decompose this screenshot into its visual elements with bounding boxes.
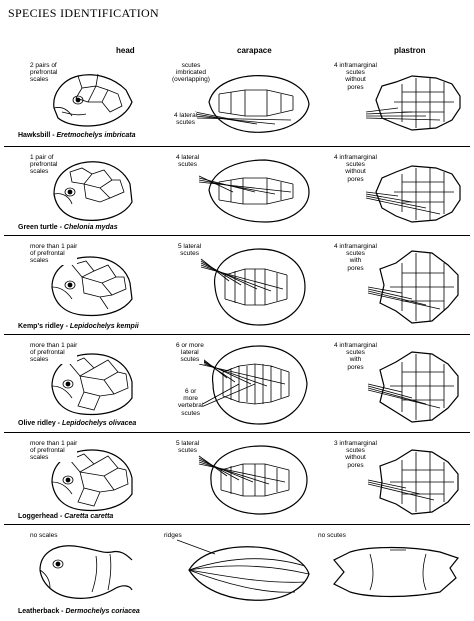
olive-ridley-scientific-name: Lepidochelys olivacea <box>61 420 137 427</box>
row-divider <box>4 524 470 525</box>
species-row-hawksbill <box>0 56 474 146</box>
green-turtle-plastron-drawing <box>372 162 464 224</box>
kemps-ridley-carapace-drawing <box>205 245 311 329</box>
column-header-plastron: plastron <box>394 46 426 55</box>
olive-ridley-carapace-caption-vertebral: 6 or more vertebral scutes <box>178 388 204 417</box>
olive-ridley-head-caption: more than 1 pair of prefrontal scales <box>30 342 78 364</box>
olive-ridley-common-name: Olive ridley - <box>18 420 62 427</box>
hawksbill-head-caption: 2 pairs of prefrontal scales <box>30 62 58 84</box>
species-row-leatherback <box>0 526 474 620</box>
green-turtle-species-label <box>18 224 118 231</box>
olive-ridley-carapace-drawing <box>205 342 311 428</box>
leatherback-carapace-caption: ridges <box>164 532 182 539</box>
green-turtle-head-drawing <box>48 158 134 224</box>
hawksbill-common-name: Hawksbill - <box>18 132 57 139</box>
leatherback-plastron-caption: no scutes <box>318 532 346 539</box>
column-header-head: head <box>116 46 135 55</box>
green-turtle-carapace-drawing <box>205 158 311 224</box>
leatherback-plastron-drawing <box>330 544 464 600</box>
loggerhead-carapace-caption: 5 lateral scutes <box>176 440 200 455</box>
hawksbill-carapace-caption: scutes imbricated (overlapping) <box>172 62 210 84</box>
species-row-kemps-ridley <box>0 237 474 333</box>
leatherback-head-caption: no scales <box>30 532 58 539</box>
kemps-ridley-carapace-caption: 5 lateral scutes <box>178 243 202 258</box>
hawksbill-carapace-caption-lateral: 4 lateral scutes <box>174 112 198 127</box>
loggerhead-species-label <box>18 513 113 520</box>
kemps-ridley-plastron-caption: 4 inframarginal scutes with pores <box>334 243 377 272</box>
row-divider <box>4 334 470 335</box>
olive-ridley-carapace-caption: 6 or more lateral scutes <box>176 342 204 364</box>
olive-ridley-plastron-caption: 4 inframarginal scutes with pores <box>334 342 377 371</box>
kemps-ridley-plastron-drawing <box>372 245 464 329</box>
green-turtle-scientific-name: Chelonia mydas <box>63 224 118 231</box>
leatherback-head-drawing <box>36 540 134 602</box>
green-turtle-plastron-caption: 4 inframarginal scutes without pores <box>334 154 377 183</box>
loggerhead-plastron-drawing <box>372 446 464 518</box>
kemps-ridley-scientific-name: Lepidochelys kempii <box>69 323 139 330</box>
column-header-carapace: carapace <box>237 46 272 55</box>
page-title: SPECIES IDENTIFICATION <box>8 6 159 20</box>
species-row-olive-ridley <box>0 336 474 431</box>
hawksbill-plastron-caption: 4 inframarginal scutes without pores <box>334 62 377 91</box>
green-turtle-carapace-caption: 4 lateral scutes <box>176 154 200 169</box>
green-turtle-head-caption: 1 pair of prefrontal scales <box>30 154 58 176</box>
kemps-ridley-common-name: Kemp's ridley - <box>18 323 70 330</box>
loggerhead-carapace-drawing <box>205 442 311 518</box>
kemps-ridley-head-caption: more than 1 pair of prefrontal scales <box>30 243 78 265</box>
hawksbill-scientific-name: Eretmochelys imbricata <box>56 132 136 139</box>
row-divider <box>4 146 470 147</box>
green-turtle-common-name: Green turtle - <box>18 224 64 231</box>
leatherback-scientific-name: Dermochelys coriacea <box>65 608 140 615</box>
leatherback-common-name: Leatherback - <box>18 608 66 615</box>
hawksbill-head-drawing <box>48 68 134 132</box>
kemps-ridley-species-label <box>18 323 139 330</box>
loggerhead-head-caption: more than 1 pair of prefrontal scales <box>30 440 78 462</box>
hawksbill-plastron-drawing <box>372 72 464 132</box>
row-divider <box>4 432 470 433</box>
row-divider <box>4 235 470 236</box>
loggerhead-plastron-caption: 3 inframarginal scutes without pores <box>334 440 377 469</box>
hawksbill-species-label <box>18 132 136 139</box>
olive-ridley-species-label <box>18 420 136 427</box>
leatherback-species-label <box>18 608 140 615</box>
leatherback-carapace-drawing <box>185 540 311 606</box>
olive-ridley-plastron-drawing <box>372 346 464 428</box>
species-row-green-turtle <box>0 148 474 234</box>
species-row-loggerhead <box>0 434 474 524</box>
loggerhead-scientific-name: Caretta caretta <box>64 513 114 520</box>
hawksbill-carapace-drawing <box>205 72 311 134</box>
loggerhead-common-name: Loggerhead - <box>18 513 65 520</box>
